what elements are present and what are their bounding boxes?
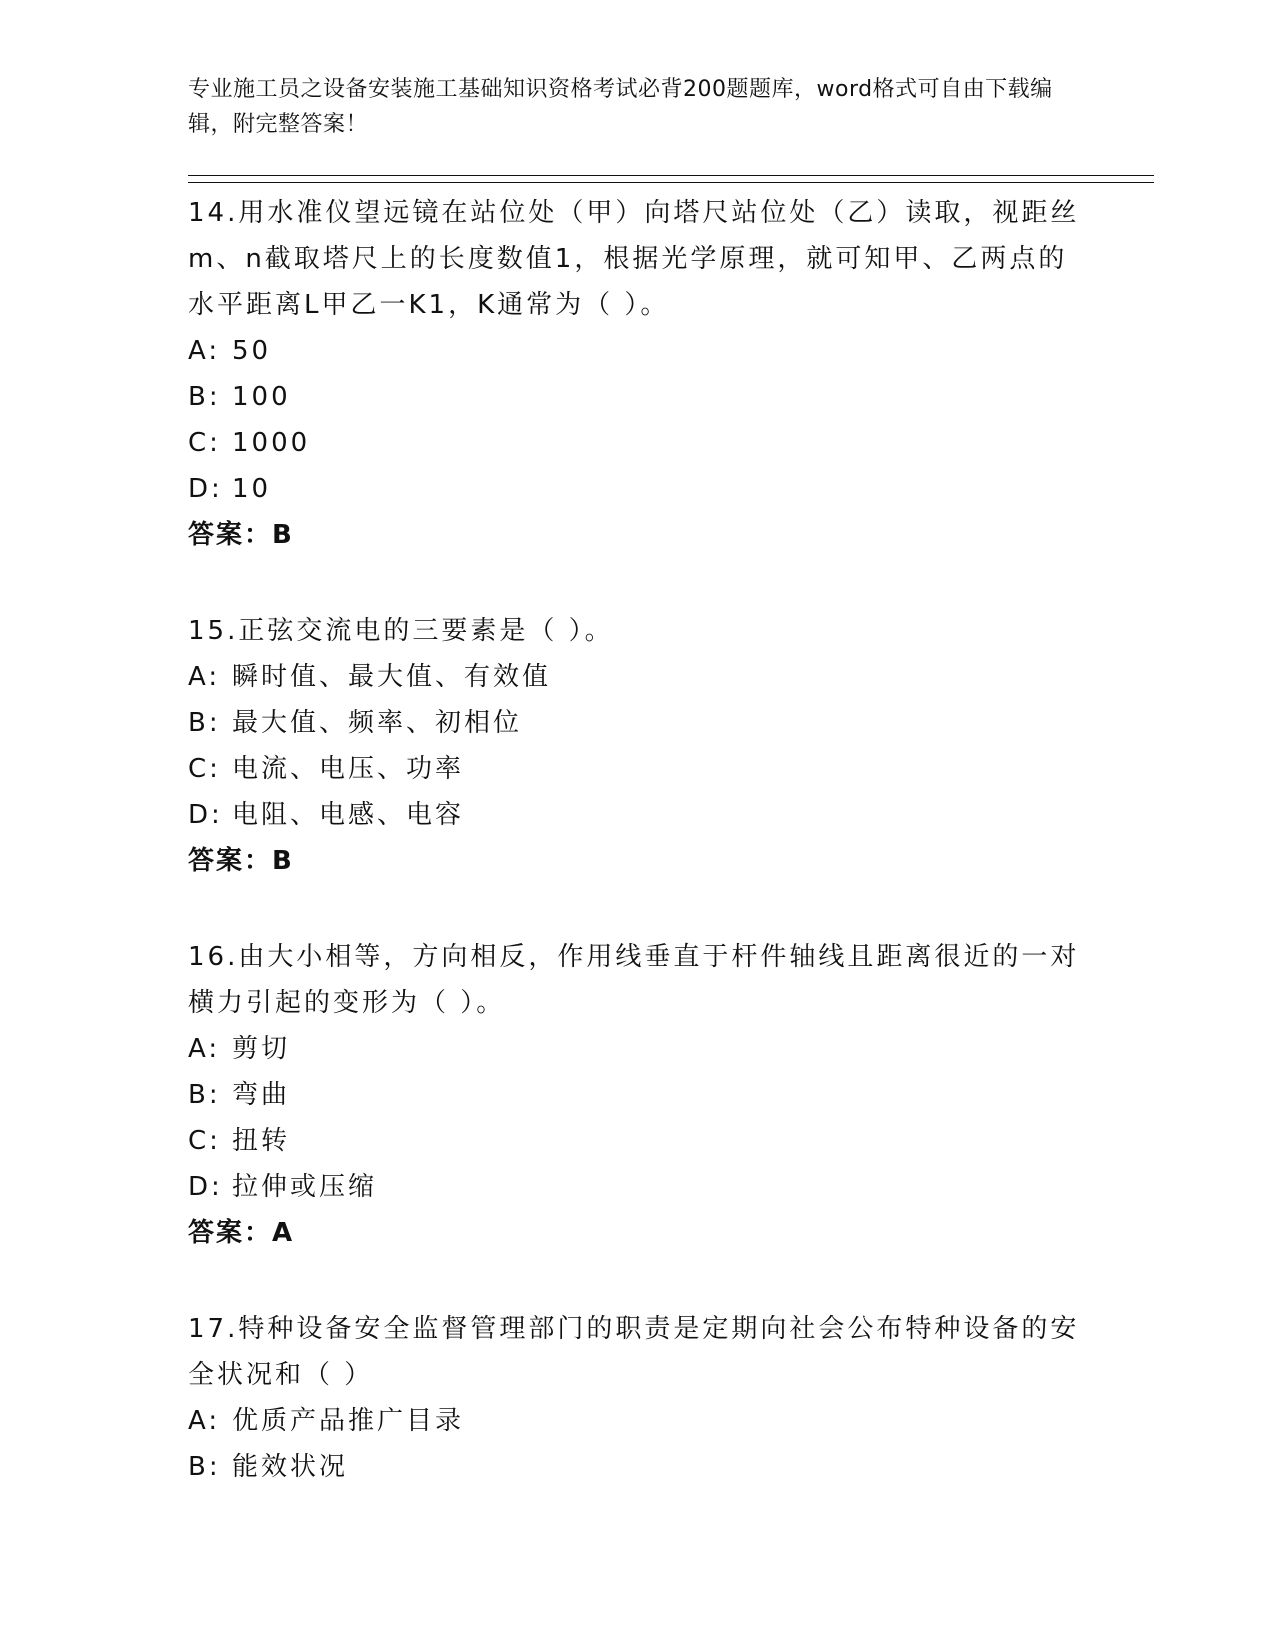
option-text: 电流、电压、功率 <box>232 754 465 784</box>
question-14 <box>188 190 1088 558</box>
option-text: 扭转 <box>232 1126 291 1156</box>
option-c <box>188 420 1088 466</box>
option-text: 能效状况 <box>232 1452 349 1482</box>
option-letter: C: <box>188 1126 221 1156</box>
option-text: 1000 <box>232 428 311 458</box>
option-letter: B: <box>188 382 221 412</box>
answer-line: 答案：B <box>188 846 294 876</box>
option-text: 50 <box>232 336 272 366</box>
question-16 <box>188 934 1088 1256</box>
question-15 <box>188 608 1088 884</box>
question-stem: 15.正弦交流电的三要素是（ ）。 <box>188 616 614 646</box>
option-letter: A: <box>188 1406 221 1436</box>
option-b <box>188 700 1088 746</box>
option-text: 瞬时值、最大值、有效值 <box>232 662 552 692</box>
question-stem: 17.特种设备安全监督管理部门的职责是定期向社会公布特种设备的安全状况和（ ） <box>188 1314 1080 1390</box>
option-a <box>188 1026 1088 1072</box>
option-letter: D: <box>188 800 223 830</box>
option-letter: A: <box>188 662 221 692</box>
option-c <box>188 746 1088 792</box>
question-17 <box>188 1306 1088 1490</box>
header-divider-top <box>188 175 1154 176</box>
answer-line: 答案：A <box>188 1218 295 1248</box>
option-text: 剪切 <box>232 1034 291 1064</box>
option-letter: D: <box>188 1172 223 1202</box>
document-intro: 专业施工员之设备安装施工基础知识资格考试必背200题题库，word格式可自由下载编辑，附完整答案！ <box>188 77 1053 137</box>
option-letter: B: <box>188 1452 221 1482</box>
option-b <box>188 1072 1088 1118</box>
option-text: 电阻、电感、电容 <box>232 800 465 830</box>
option-text: 10 <box>232 474 272 504</box>
option-a <box>188 328 1088 374</box>
option-text: 100 <box>232 382 291 412</box>
option-letter: D: <box>188 474 223 504</box>
option-text: 优质产品推广目录 <box>232 1406 465 1436</box>
option-b <box>188 1444 1088 1490</box>
option-letter: C: <box>188 428 221 458</box>
option-letter: A: <box>188 336 221 366</box>
question-stem: 16.由大小相等，方向相反，作用线垂直于杆件轴线且距离很近的一对横力引起的变形为（ ）。 <box>188 942 1080 1018</box>
question-stem: 14.用水准仪望远镜在站位处（甲）向塔尺站位处（乙）读取，视距丝m、n截取塔尺上的长度数值1，根据光学原理，就可知甲、乙两点的水平距离L甲乙一K1，K通常为（ ）。 <box>188 198 1080 320</box>
option-b <box>188 374 1088 420</box>
option-d <box>188 466 1088 512</box>
option-a <box>188 1398 1088 1444</box>
option-a <box>188 654 1088 700</box>
option-letter: B: <box>188 708 221 738</box>
option-letter: A: <box>188 1034 221 1064</box>
option-text: 拉伸或压缩 <box>232 1172 378 1202</box>
option-text: 弯曲 <box>232 1080 291 1110</box>
option-d <box>188 1164 1088 1210</box>
option-d <box>188 792 1088 838</box>
option-letter: C: <box>188 754 221 784</box>
question-list <box>188 190 1088 1540</box>
option-c <box>188 1118 1088 1164</box>
header-divider-bottom <box>188 182 1154 183</box>
option-text: 最大值、频率、初相位 <box>232 708 523 738</box>
answer-line: 答案：B <box>188 520 294 550</box>
option-letter: B: <box>188 1080 221 1110</box>
